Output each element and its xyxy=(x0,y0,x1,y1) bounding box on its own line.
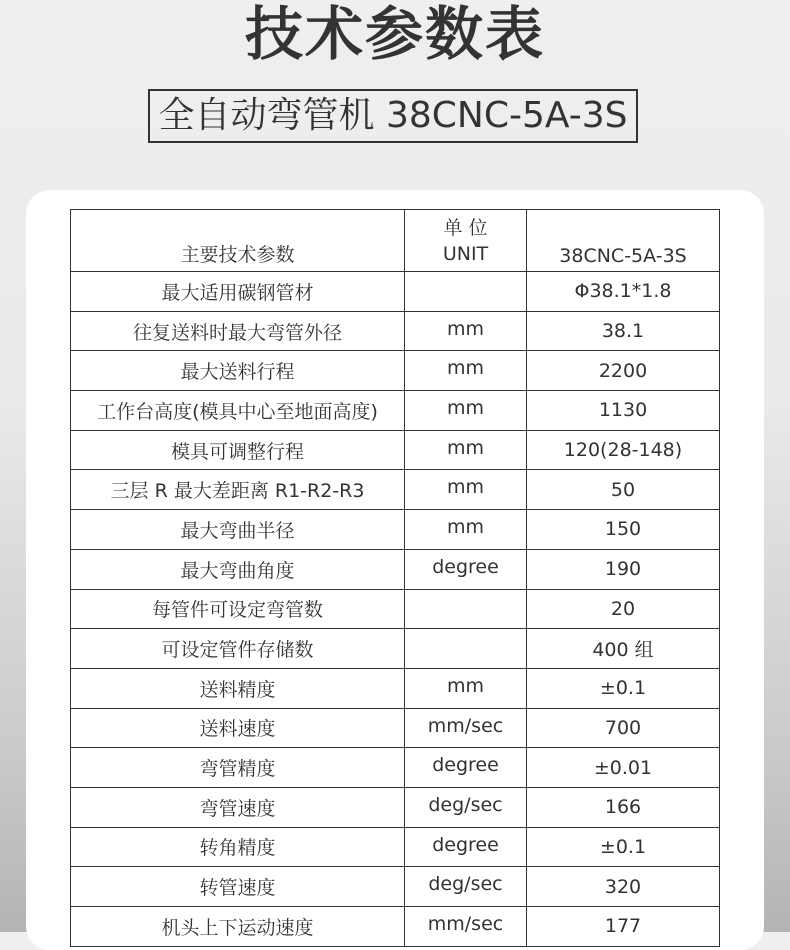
unit-cell: deg/sec xyxy=(405,787,527,827)
unit-cell: deg/sec xyxy=(405,867,527,907)
table-row xyxy=(71,430,720,470)
param-cell: 工作台高度(模具中心至地面高度) xyxy=(71,391,405,431)
spec-table xyxy=(70,209,720,947)
value-cell: 400 组 xyxy=(527,629,720,669)
param-cell: 机头上下运动速度 xyxy=(71,907,405,947)
param-cell: 送料精度 xyxy=(71,668,405,708)
unit-cell: mm xyxy=(405,510,527,550)
param-cell: 往复送料时最大弯管外径 xyxy=(71,311,405,351)
value-cell: 700 xyxy=(527,708,720,748)
table-row xyxy=(71,510,720,550)
table-row xyxy=(71,708,720,748)
value-cell: 38.1 xyxy=(527,311,720,351)
unit-cell: degree xyxy=(405,549,527,589)
unit-cell xyxy=(405,629,527,669)
table-row xyxy=(71,787,720,827)
unit-column-header xyxy=(405,210,527,272)
unit-cell: mm xyxy=(405,668,527,708)
value-cell: 166 xyxy=(527,787,720,827)
unit-cell xyxy=(405,272,527,312)
value-cell: 20 xyxy=(527,589,720,629)
value-cell: Φ38.1*1.8 xyxy=(527,272,720,312)
table-row xyxy=(71,668,720,708)
param-cell: 转角精度 xyxy=(71,827,405,867)
table-row xyxy=(71,351,720,391)
unit-cell: mm xyxy=(405,470,527,510)
table-row xyxy=(71,311,720,351)
param-cell: 每管件可设定弯管数 xyxy=(71,589,405,629)
page-title: 技术参数表 xyxy=(244,0,545,68)
unit-cell: mm xyxy=(405,391,527,431)
table-row xyxy=(71,629,720,669)
param-column-header: 主要技术参数 xyxy=(71,210,405,272)
value-cell: ±0.01 xyxy=(527,748,720,788)
table-row xyxy=(71,827,720,867)
table-header-row xyxy=(71,210,720,272)
unit-cell: degree xyxy=(405,827,527,867)
param-cell: 最大弯曲半径 xyxy=(71,510,405,550)
param-cell: 模具可调整行程 xyxy=(71,430,405,470)
unit-header-zh: 单 位 xyxy=(443,216,488,239)
table-row xyxy=(71,272,720,312)
table-row xyxy=(71,867,720,907)
unit-header-en: UNIT xyxy=(442,242,489,265)
unit-cell: degree xyxy=(405,748,527,788)
value-cell: 177 xyxy=(527,907,720,947)
param-cell: 弯管速度 xyxy=(71,787,405,827)
value-cell: ±0.1 xyxy=(527,668,720,708)
param-cell: 最大适用碳钢管材 xyxy=(71,272,405,312)
param-cell: 送料速度 xyxy=(71,708,405,748)
unit-cell: mm/sec xyxy=(405,708,527,748)
table-row xyxy=(71,391,720,431)
value-cell: 120(28-148) xyxy=(527,430,720,470)
param-cell: 最大送料行程 xyxy=(71,351,405,391)
value-cell: 1130 xyxy=(527,391,720,431)
param-cell: 最大弯曲角度 xyxy=(71,549,405,589)
param-cell: 可设定管件存储数 xyxy=(71,629,405,669)
param-cell: 三层 R 最大差距离 R1-R2-R3 xyxy=(71,470,405,510)
unit-cell: mm xyxy=(405,430,527,470)
unit-cell: mm xyxy=(405,311,527,351)
table-row xyxy=(71,470,720,510)
table-row xyxy=(71,748,720,788)
param-cell: 转管速度 xyxy=(71,867,405,907)
table-row xyxy=(71,549,720,589)
unit-cell: mm xyxy=(405,351,527,391)
unit-cell: mm/sec xyxy=(405,907,527,947)
value-cell: 2200 xyxy=(527,351,720,391)
model-banner: 全自动弯管机 38CNC-5A-3S xyxy=(148,89,638,143)
value-cell: ±0.1 xyxy=(527,827,720,867)
value-cell: 50 xyxy=(527,470,720,510)
table-row xyxy=(71,907,720,947)
unit-cell xyxy=(405,589,527,629)
value-cell: 190 xyxy=(527,549,720,589)
value-cell: 320 xyxy=(527,867,720,907)
model-column-header: 38CNC-5A-3S xyxy=(527,210,720,272)
table-row xyxy=(71,589,720,629)
value-cell: 150 xyxy=(527,510,720,550)
param-cell: 弯管精度 xyxy=(71,748,405,788)
